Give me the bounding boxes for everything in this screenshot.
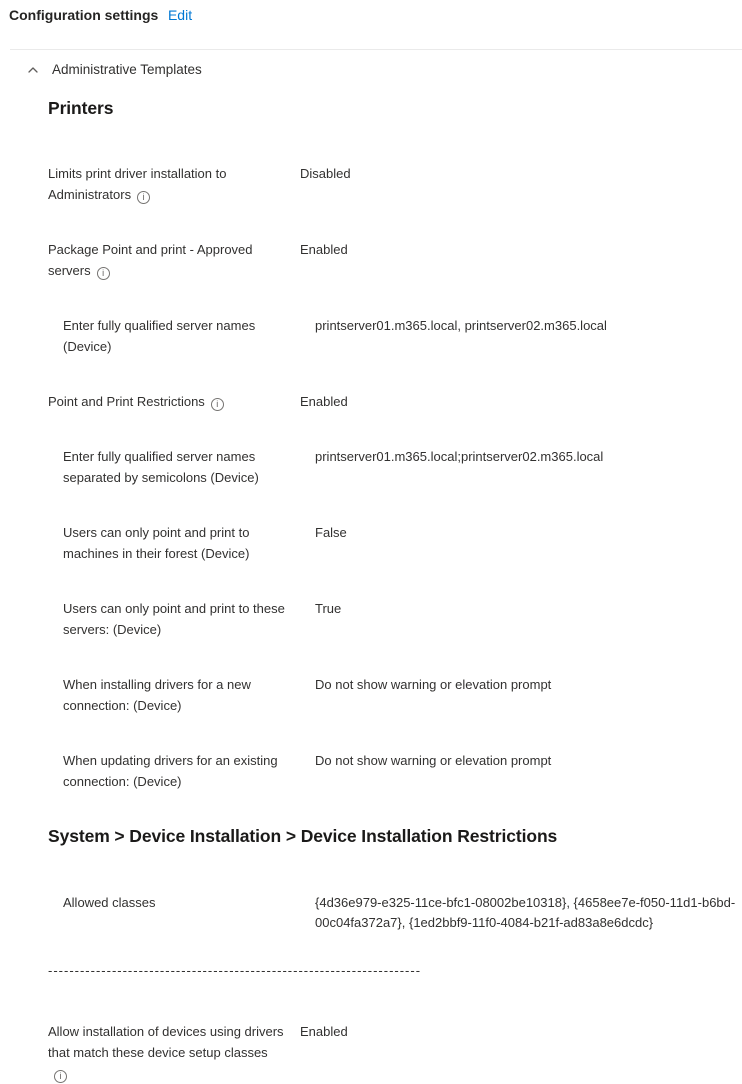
setting-label: When installing drivers for a new connection: (Device) bbox=[63, 677, 251, 713]
info-icon[interactable]: i bbox=[54, 1070, 67, 1083]
setting-value: Do not show warning or elevation prompt bbox=[315, 753, 552, 768]
setting-row bbox=[0, 674, 742, 716]
info-icon[interactable]: i bbox=[137, 191, 150, 204]
setting-row bbox=[0, 1021, 742, 1084]
setting-label: Allow installation of devices using drivers that match these device setup classesi bbox=[48, 1024, 284, 1081]
setting-row bbox=[0, 750, 742, 792]
section-heading-device-installation: System > Device Installation > Device Installation Restrictions bbox=[48, 826, 558, 846]
setting-value: Enabled bbox=[300, 394, 348, 409]
edit-link[interactable]: Edit bbox=[167, 7, 193, 23]
setting-value: printserver01.m365.local, printserver02.m365.local bbox=[315, 318, 607, 333]
setting-label: Allowed classes bbox=[63, 895, 156, 910]
accordion-label: Administrative Templates bbox=[52, 62, 202, 77]
setting-row bbox=[0, 239, 742, 281]
accordion-administrative-templates[interactable] bbox=[26, 62, 742, 77]
dashed-separator: ---------------------------------------------------------------------- bbox=[48, 963, 422, 978]
setting-label: Users can only point and print to machines in their forest (Device) bbox=[63, 525, 250, 561]
setting-row bbox=[0, 163, 742, 205]
setting-label: Point and Print Restrictions i bbox=[48, 391, 300, 412]
info-icon[interactable]: i bbox=[97, 267, 110, 280]
setting-label: Package Point and print - Approved servers i bbox=[48, 242, 253, 278]
section-heading-printers: Printers bbox=[48, 98, 114, 118]
setting-row bbox=[0, 892, 742, 933]
header-divider bbox=[10, 49, 742, 50]
setting-value: True bbox=[315, 601, 342, 616]
setting-label: Users can only point and print to these servers: (Device) bbox=[63, 601, 285, 637]
setting-label: When updating drivers for an existing connection: (Device) bbox=[63, 753, 278, 789]
setting-row bbox=[0, 391, 742, 412]
setting-label: Enter fully qualified server names separated by semicolons (Device) bbox=[63, 449, 259, 485]
setting-value: Disabled bbox=[300, 166, 351, 181]
setting-row bbox=[0, 522, 742, 564]
setting-value: Do not show warning or elevation prompt bbox=[315, 677, 552, 692]
setting-value: printserver01.m365.local;printserver02.m365.local bbox=[315, 449, 604, 464]
header bbox=[0, 0, 742, 23]
setting-value: {4d36e979-e325-11ce-bfc1-08002be10318}, {4658ee7e-f050-11d1-b6bd-00c04fa372a7}, {1ed2bbf9-11f0-4084-b21f-ad83a8e6dcdc} bbox=[315, 895, 736, 930]
info-icon[interactable]: i bbox=[211, 398, 224, 411]
page-title: Configuration settings bbox=[9, 7, 159, 23]
setting-value: False bbox=[315, 525, 347, 540]
setting-label: Enter fully qualified server names (Device) bbox=[63, 318, 256, 354]
setting-row bbox=[0, 446, 742, 488]
setting-value: Enabled bbox=[300, 1024, 348, 1039]
setting-label: Limits print driver installation to Administrators i bbox=[48, 166, 227, 202]
setting-row bbox=[0, 315, 742, 357]
setting-value: Enabled bbox=[300, 242, 348, 257]
chevron-up-icon[interactable] bbox=[26, 63, 40, 77]
setting-row bbox=[0, 598, 742, 640]
